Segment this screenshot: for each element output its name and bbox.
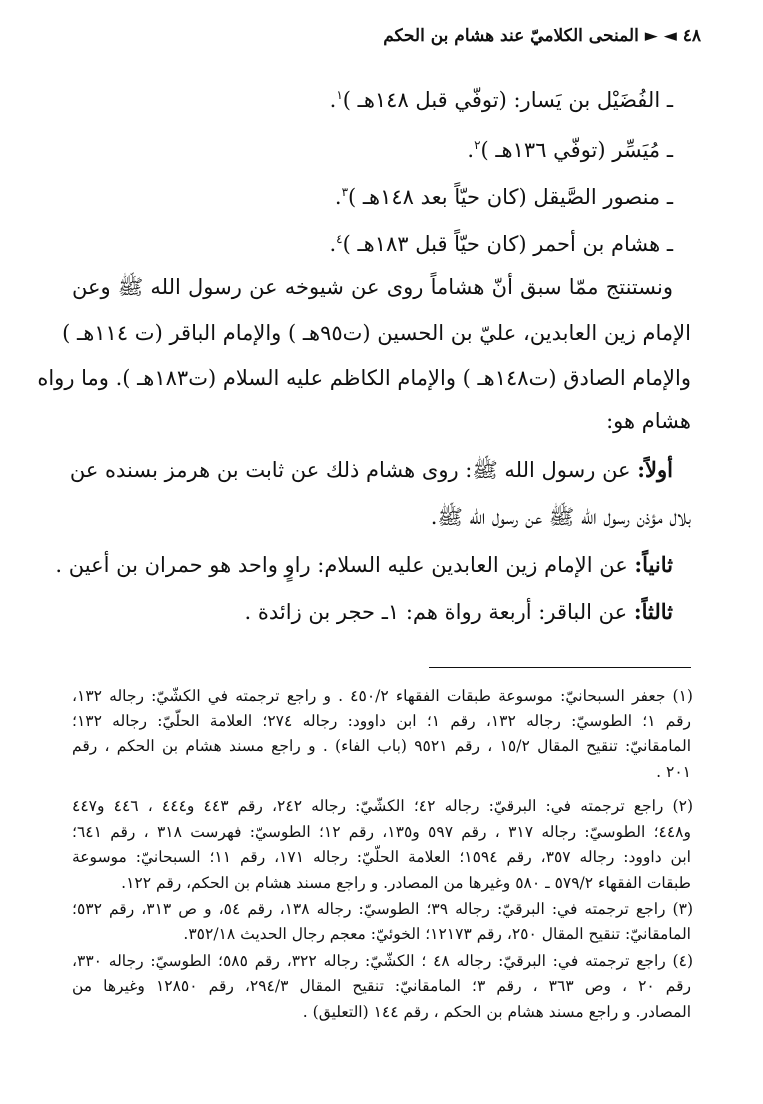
- footnote-line: المامقانيّ: تنقيح المقال ١٥/٢ ، رقم ٩٥٢١ (باب الفاء) . و راجع مسند هشام بن الحكم ، رقم: [72, 737, 691, 755]
- second-item: [55, 550, 673, 580]
- list-item: ـ الفُضَيْل بن يَسار: (توفّي قبل ١٤٨هـ )$^١$.: [329, 88, 673, 112]
- footnote-line: رقم ٢٠ ، وص ٣٦٣ ، رقم ٣؛ المامقانيّ: تنقيح المقال ٢٩٤/٣، رقم ١٢٨٥٠ وغيرها من: [72, 977, 691, 995]
- list-item: ـ هشام بن أحمر (كان حيّاً قبل ١٨٣هـ )$^٤$.: [329, 232, 673, 256]
- paragraph-line: هشام هو:: [606, 409, 691, 433]
- list-item: ـ مُيَسِّر (توفّي ١٣٦هـ )$^٢$.: [467, 138, 673, 162]
- second-label: ثانياً:: [634, 552, 673, 577]
- footnote-ref[interactable]: ٢: [474, 138, 481, 152]
- footnote-separator: [429, 667, 691, 668]
- footnote-line: (١) جعفر السبحانيّ: موسوعة طبقات الفقهاء ٤٥٠/٢ . و راجع ترجمته في الكشّيّ: رجاله ١٣٢،: [72, 687, 693, 705]
- first-label: أولاً:: [637, 457, 673, 482]
- footnote-line: المامقانيّ: تنقيح المقال ٢٥٠، رقم ١٢١٧٣؛ الخوئيّ: معجم رجال الحديث ٣٥٢/١٨.: [183, 925, 691, 943]
- header-ornament: ◄ ►: [644, 26, 677, 46]
- footnote-line: المصادر. و راجع مسند هشام بن الحكم ، رقم ١٤٤ (التعليق) .: [302, 1003, 691, 1021]
- footnote-ref[interactable]: ٣: [341, 185, 349, 199]
- paragraph-line: ونستنتج ممّا سبق أنّ هشاماً روى عن شيوخه عن رسول الله ﷺ وعن: [72, 275, 673, 299]
- page-number: ٤٨: [682, 26, 701, 46]
- first-item: [69, 455, 673, 485]
- header-title: المنحى الكلاميّ عند هشام بن الحكم: [383, 26, 639, 46]
- first-continuation: بلال مؤذن رسول الله ﷺ عن رسول الله ﷺ.: [430, 505, 691, 529]
- third-label: ثالثاً:: [633, 599, 673, 624]
- footnote-line: (٣) راجع ترجمته في: البرقيّ: رجاله ٣٩؛ الطوسيّ: رجاله ١٣٨، رقم ٥٤، و ص ٣١٣، رقم ٥٣٢؛: [72, 900, 693, 918]
- footnote-line: (٢) راجع ترجمته في: البرقيّ: رجاله ٤٢؛ الكشّيّ: رجاله ٢٤٢، رقم ٤٤٣ و٤٤٤ ، ٤٤٦ و٤٤٧: [72, 797, 693, 815]
- footnote-line: (٤) راجع ترجمته في: البرقيّ: رجاله ٤٨ ؛ الكشّيّ: رجاله ٣٢٢، رقم ٥٨٥؛ الطوسيّ: رجاله ٣٣٠،: [72, 952, 693, 970]
- list-item: ـ منصور الصَّيقل (كان حيّاً بعد ١٤٨هـ )$^٣$.: [334, 185, 673, 209]
- third-text: عن الباقر: أربعة رواة هم: ١ـ حجر بن زائدة .: [244, 600, 628, 624]
- footnote-ref[interactable]: ١: [336, 88, 343, 102]
- paragraph-line: والإمام الصادق (ت١٤٨هـ ) والإمام الكاظم عليه السلام (ت١٨٣هـ ). وما رواه: [37, 366, 691, 390]
- footnote-line: و٤٤٨؛ الطوسيّ: رجاله ٣١٧ ، رقم ٥٩٧ و١٣٥، رقم ١٢؛ الطوسيّ: فهرست ٣١٨ ، رقم ٦٤١؛: [72, 823, 691, 841]
- first-text: عن رسول الله ﷺ: روى هشام ذلك عن ثابت بن هرمز بسنده عن: [69, 458, 631, 482]
- footnote-line: ابن داوود: رجاله ٣٥٧، رقم ١٥٩٤؛ العلامة الحلّيّ: رجاله ١٧١، رقم ١١؛ السبحانيّ: موسوعة: [72, 848, 691, 866]
- footnote-line: طبقات الفقهاء ٥٧٩/٢ ـ ٥٨٠ وغيرها من المصادر. و راجع مسند هشام بن الحكم، رقم ١٢٢.: [121, 874, 691, 892]
- footnote-ref[interactable]: ٤: [336, 232, 343, 246]
- running-header: [62, 26, 701, 46]
- third-item: [72, 597, 673, 627]
- footnote-line: ٢٠١ .: [656, 763, 691, 781]
- footnote-line: رقم ١؛ الطوسيّ: رجاله ١٣٢، رقم ١؛ ابن داوود: رجاله ٢٧٤؛ العلامة الحلّيّ: رجاله ١٣٢؛: [72, 712, 691, 730]
- second-text: عن الإمام زين العابدين عليه السلام: راوٍ واحد هو حمران بن أعين .: [55, 553, 628, 577]
- paragraph-line: الإمام زين العابدين، عليّ بن الحسين (ت٩٥هـ ) والإمام الباقر (ت ١١٤هـ ): [62, 321, 691, 345]
